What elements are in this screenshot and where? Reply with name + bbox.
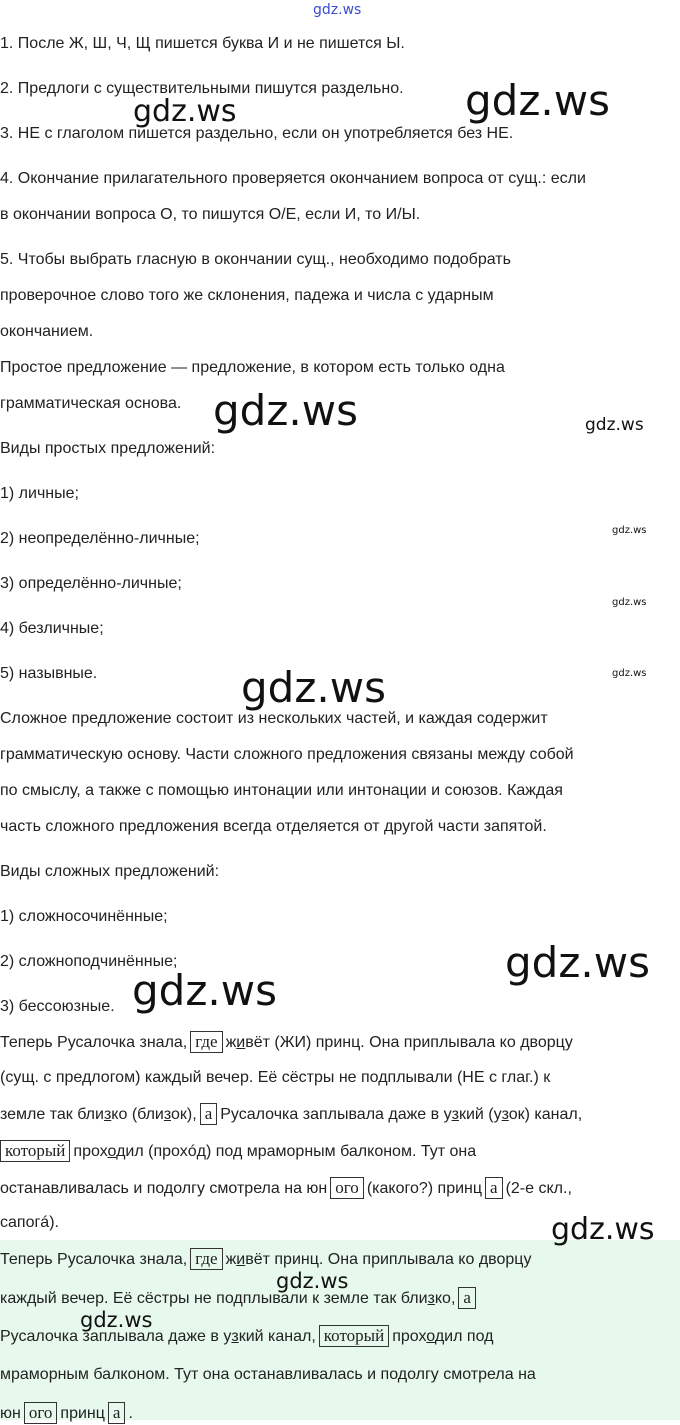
underlined-letter: з [231, 1328, 239, 1345]
simple-list-item: 5) назывные. [0, 665, 98, 682]
underlined-letter: з [427, 1290, 435, 1307]
text: земле так бли [0, 1106, 104, 1123]
text: ок) канал, [508, 1106, 583, 1123]
watermark: gdz.ws [465, 76, 610, 125]
text: Теперь Русалочка знала, [0, 1251, 188, 1268]
text: прох [73, 1143, 108, 1160]
text: ж [225, 1034, 237, 1051]
text: кий (у [458, 1106, 502, 1123]
text: прох [392, 1328, 427, 1345]
underlined-letter: з [501, 1106, 509, 1123]
text: каждый вечер. Её сёстры не подплывали к земле так бли [0, 1290, 428, 1307]
underlined-letter: з [103, 1106, 112, 1123]
complex-line: часть сложного предложения всегда отделяется от другой части запятой. [0, 818, 547, 835]
watermark: gdz.ws [612, 597, 647, 608]
text: вёт принц. Она приплывала ко дворцу [245, 1251, 532, 1268]
watermark: gdz.ws [241, 663, 386, 712]
ending-box: а [108, 1402, 126, 1424]
complex-list-item: 2) сложноподчинённые; [0, 953, 178, 970]
simple-line: Виды простых предложений: [0, 440, 216, 457]
text: Теперь Русалочка знала, [0, 1034, 188, 1051]
rule-line: 5. Чтобы выбрать гласную в окончании сущ., необходимо подобрать [0, 251, 511, 268]
complex-line: Сложное предложение состоит из нескольких частей, и каждая содержит [0, 710, 548, 727]
simple-list-item: 3) определённо-личные; [0, 575, 182, 592]
text: ко, [434, 1290, 456, 1307]
complex-list-item: 3) бессоюзные. [0, 998, 115, 1015]
rule-line: 2. Предлоги с существительными пишутся раздельно. [0, 80, 404, 97]
simple-list-item: 2) неопределённо-личные; [0, 530, 200, 547]
watermark-top[interactable]: gdz.ws [313, 2, 362, 18]
rule-line: окончанием. [0, 323, 94, 340]
answer-line [0, 1287, 680, 1310]
underlined-letter: и [236, 1251, 246, 1268]
watermark: gdz.ws [80, 1308, 153, 1332]
simple-list-item: 1) личные; [0, 485, 79, 502]
text: Русалочка заплывала даже в у [220, 1106, 452, 1123]
complex-line: грамматическую основу. Части сложного предложения связаны между собой [0, 746, 574, 763]
text: дил (прохóд) под мраморным балконом. Тут она [116, 1143, 477, 1160]
watermark: gdz.ws [551, 1212, 655, 1247]
underlined-letter: и [236, 1034, 246, 1051]
text: ок), [171, 1106, 197, 1123]
watermark: gdz.ws [612, 525, 647, 536]
analysis-line [0, 1140, 680, 1163]
watermark: gdz.ws [132, 966, 277, 1015]
conjunction-box: где [190, 1248, 222, 1270]
analysis-line [0, 1177, 680, 1200]
text: вёт (ЖИ) принц. Она приплывала ко дворцу [245, 1034, 573, 1051]
ending-box: ого [330, 1177, 364, 1199]
complex-line: Виды сложных предложений: [0, 863, 220, 880]
analysis-line [0, 1031, 680, 1054]
rule-line: 1. После Ж, Ш, Ч, Щ пишется буква И и не пишется Ы. [0, 35, 405, 52]
conjunction-box: а [200, 1103, 218, 1125]
complex-list-item: 1) сложносочинённые; [0, 908, 168, 925]
complex-line: по смыслу, а также с помощью интонации или интонации и союзов. Каждая [0, 782, 563, 799]
underlined-letter: з [163, 1106, 172, 1123]
ending-box: а [485, 1177, 503, 1199]
analysis-line: (сущ. с предлогом) каждый вечер. Её сёстры не подплывали (НЕ с глаг.) к [0, 1069, 551, 1086]
text: (какого?) принц [366, 1180, 483, 1197]
watermark: gdz.ws [213, 386, 358, 435]
answer-line: мраморным балконом. Тут она останавливалась и подолгу смотрела на [0, 1366, 536, 1383]
rule-line: проверочное слово того же склонения, падежа и числа с ударным [0, 287, 494, 304]
conjunction-box: где [190, 1031, 222, 1053]
watermark: gdz.ws [133, 94, 237, 129]
text: Русалочка заплывала даже в у [0, 1328, 232, 1345]
conjunction-box: который [0, 1140, 70, 1162]
underlined-letter: о [107, 1143, 117, 1160]
ending-box: ого [24, 1402, 58, 1424]
answer-line [0, 1402, 680, 1425]
simple-line: грамматическая основа. [0, 395, 182, 412]
text: юн [0, 1405, 21, 1422]
conjunction-box: который [319, 1325, 389, 1347]
rule-line: 4. Окончание прилагательного проверяется окончанием вопроса от сущ.: если [0, 170, 586, 187]
simple-line: Простое предложение — предложение, в котором есть только одна [0, 359, 505, 376]
conjunction-box: а [458, 1287, 476, 1309]
underlined-letter: з [451, 1106, 459, 1123]
analysis-line: сапогá). [0, 1214, 59, 1231]
text: ж [225, 1251, 237, 1268]
text: кий канал, [238, 1328, 316, 1345]
watermark: gdz.ws [585, 415, 644, 435]
watermark: gdz.ws [276, 1269, 349, 1293]
text: ко (бли [111, 1106, 164, 1123]
rule-line: в окончании вопроса О, то пишутся О/Е, если И, то И/Ы. [0, 206, 421, 223]
underlined-letter: о [426, 1328, 435, 1345]
text: . [128, 1405, 133, 1422]
answer-line [0, 1325, 680, 1348]
rule-line: 3. НЕ с глаголом пишется раздельно, если он употребляется без НЕ. [0, 125, 514, 142]
text: останавливалась и подолгу смотрела на юн [0, 1180, 328, 1197]
watermark: gdz.ws [612, 668, 647, 679]
watermark: gdz.ws [505, 938, 650, 987]
text: (2-е скл., [505, 1180, 572, 1197]
answer-line [0, 1248, 680, 1271]
text: дил под [434, 1328, 494, 1345]
analysis-line [0, 1103, 680, 1126]
simple-list-item: 4) безличные; [0, 620, 104, 637]
text: принц [60, 1405, 105, 1422]
